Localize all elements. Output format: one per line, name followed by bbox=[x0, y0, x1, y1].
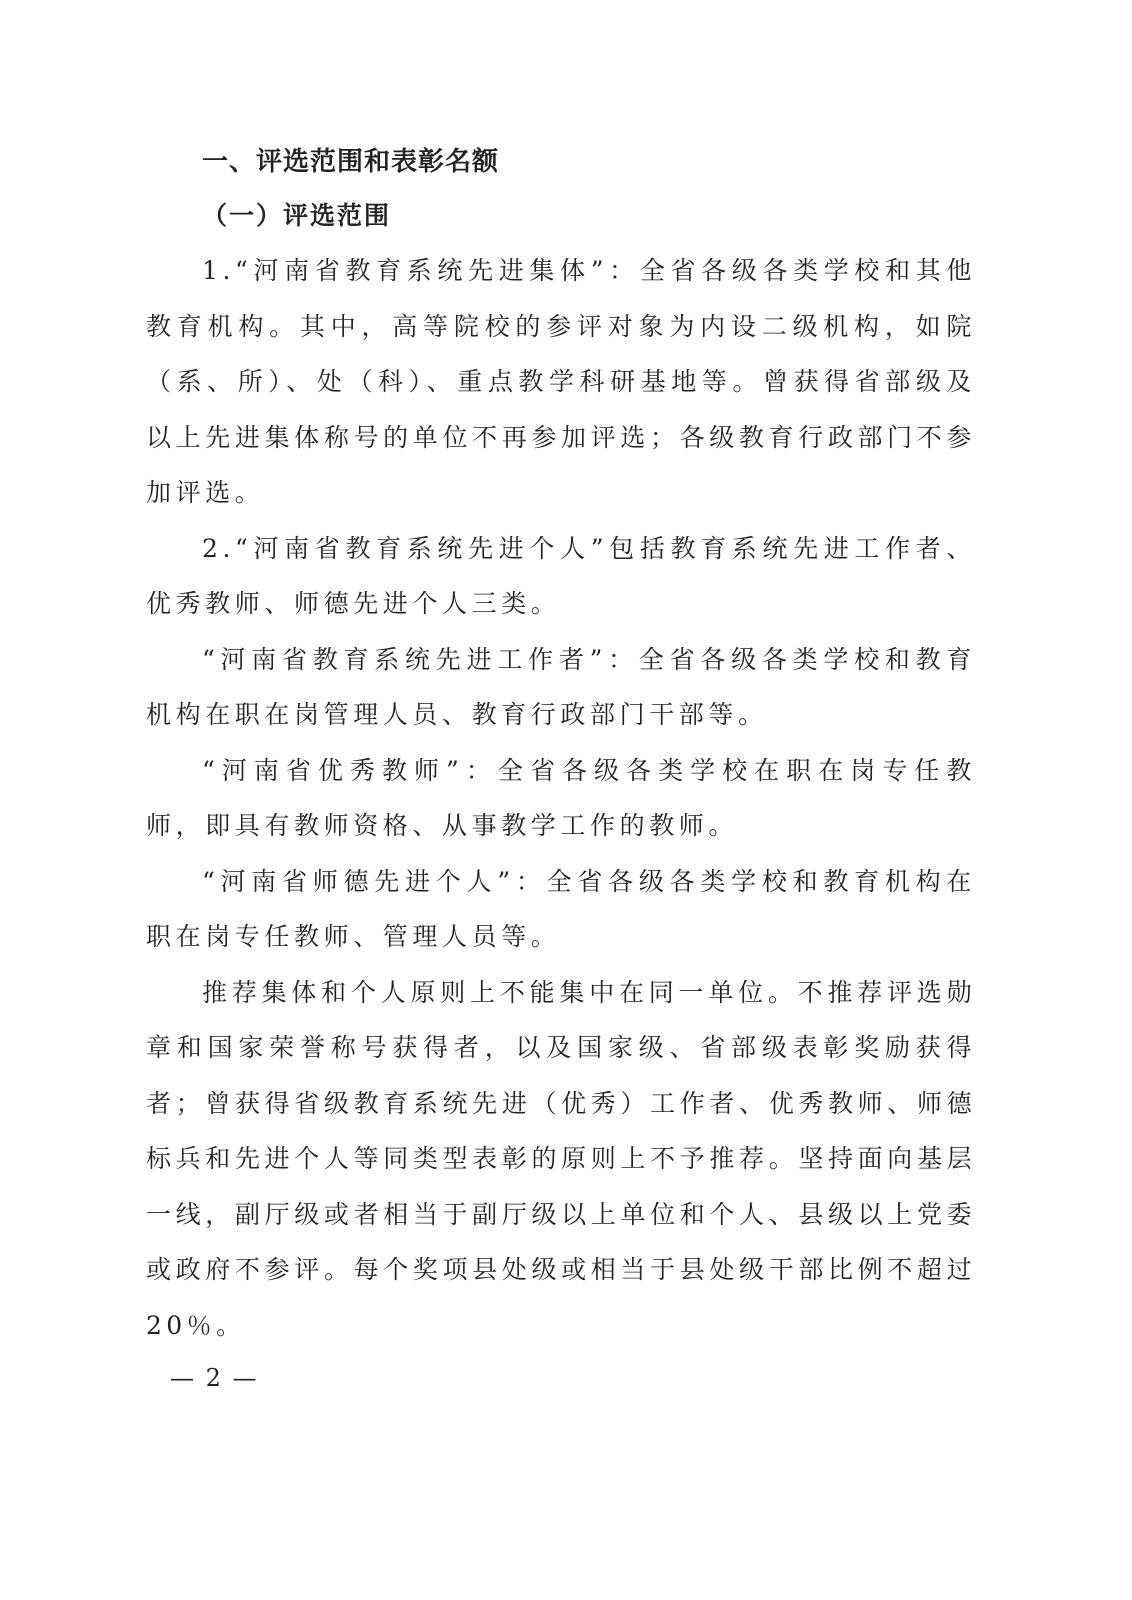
paragraph-ethics-individual: “河南省师德先进个人”：全省各级各类学校和教育机构在职在岗专任教师、管理人员等。 bbox=[146, 866, 976, 951]
paragraph-recommendation-rules: 推荐集体和个人原则上不能集中在同一单位。不推荐评选勋章和国家荣誉称号获得者，以及国家级、省部级表彰奖励获得者；曾获得省级教育系统先进（优秀）工作者、优秀教师、师德标兵和先进个人等同类型表彰的原则上不予推荐。坚持面向基层一线，副厅级或者相当于副厅级以上单位和个人、县级以上党委或政府不参评。每个奖项县处级或相当于县处级干部比例不超过20％。 bbox=[146, 977, 976, 1340]
paragraph-advanced-worker: “河南省教育系统先进工作者”：全省各级各类学校和教育机构在职在岗管理人员、教育行政部门干部等。 bbox=[146, 644, 976, 729]
paragraph-advanced-collective: 1.“河南省教育系统先进集体”：全省各级各类学校和其他教育机构。其中，高等院校的参评对象为内设二级机构，如院（系、所）、处（科）、重点教学科研基地等。曾获得省部级及以上先进集体称号的单位不再参加评选；各级教育行政部门不参加评选。 bbox=[146, 256, 976, 507]
paragraph-advanced-individual: 2.“河南省教育系统先进个人”包括教育系统先进工作者、优秀教师、师德先进个人三类。 bbox=[146, 533, 976, 618]
subsection-heading: （一）评选范围 bbox=[202, 201, 392, 230]
page-number: — 2 — bbox=[170, 1364, 259, 1392]
paragraph-excellent-teacher: “河南省优秀教师”：全省各级各类学校在职在岗专任教师，即具有教师资格、从事教学工作的教师。 bbox=[146, 755, 976, 840]
document-body bbox=[146, 136, 976, 1353]
section-heading: 一、评选范围和表彰名额 bbox=[202, 147, 500, 177]
